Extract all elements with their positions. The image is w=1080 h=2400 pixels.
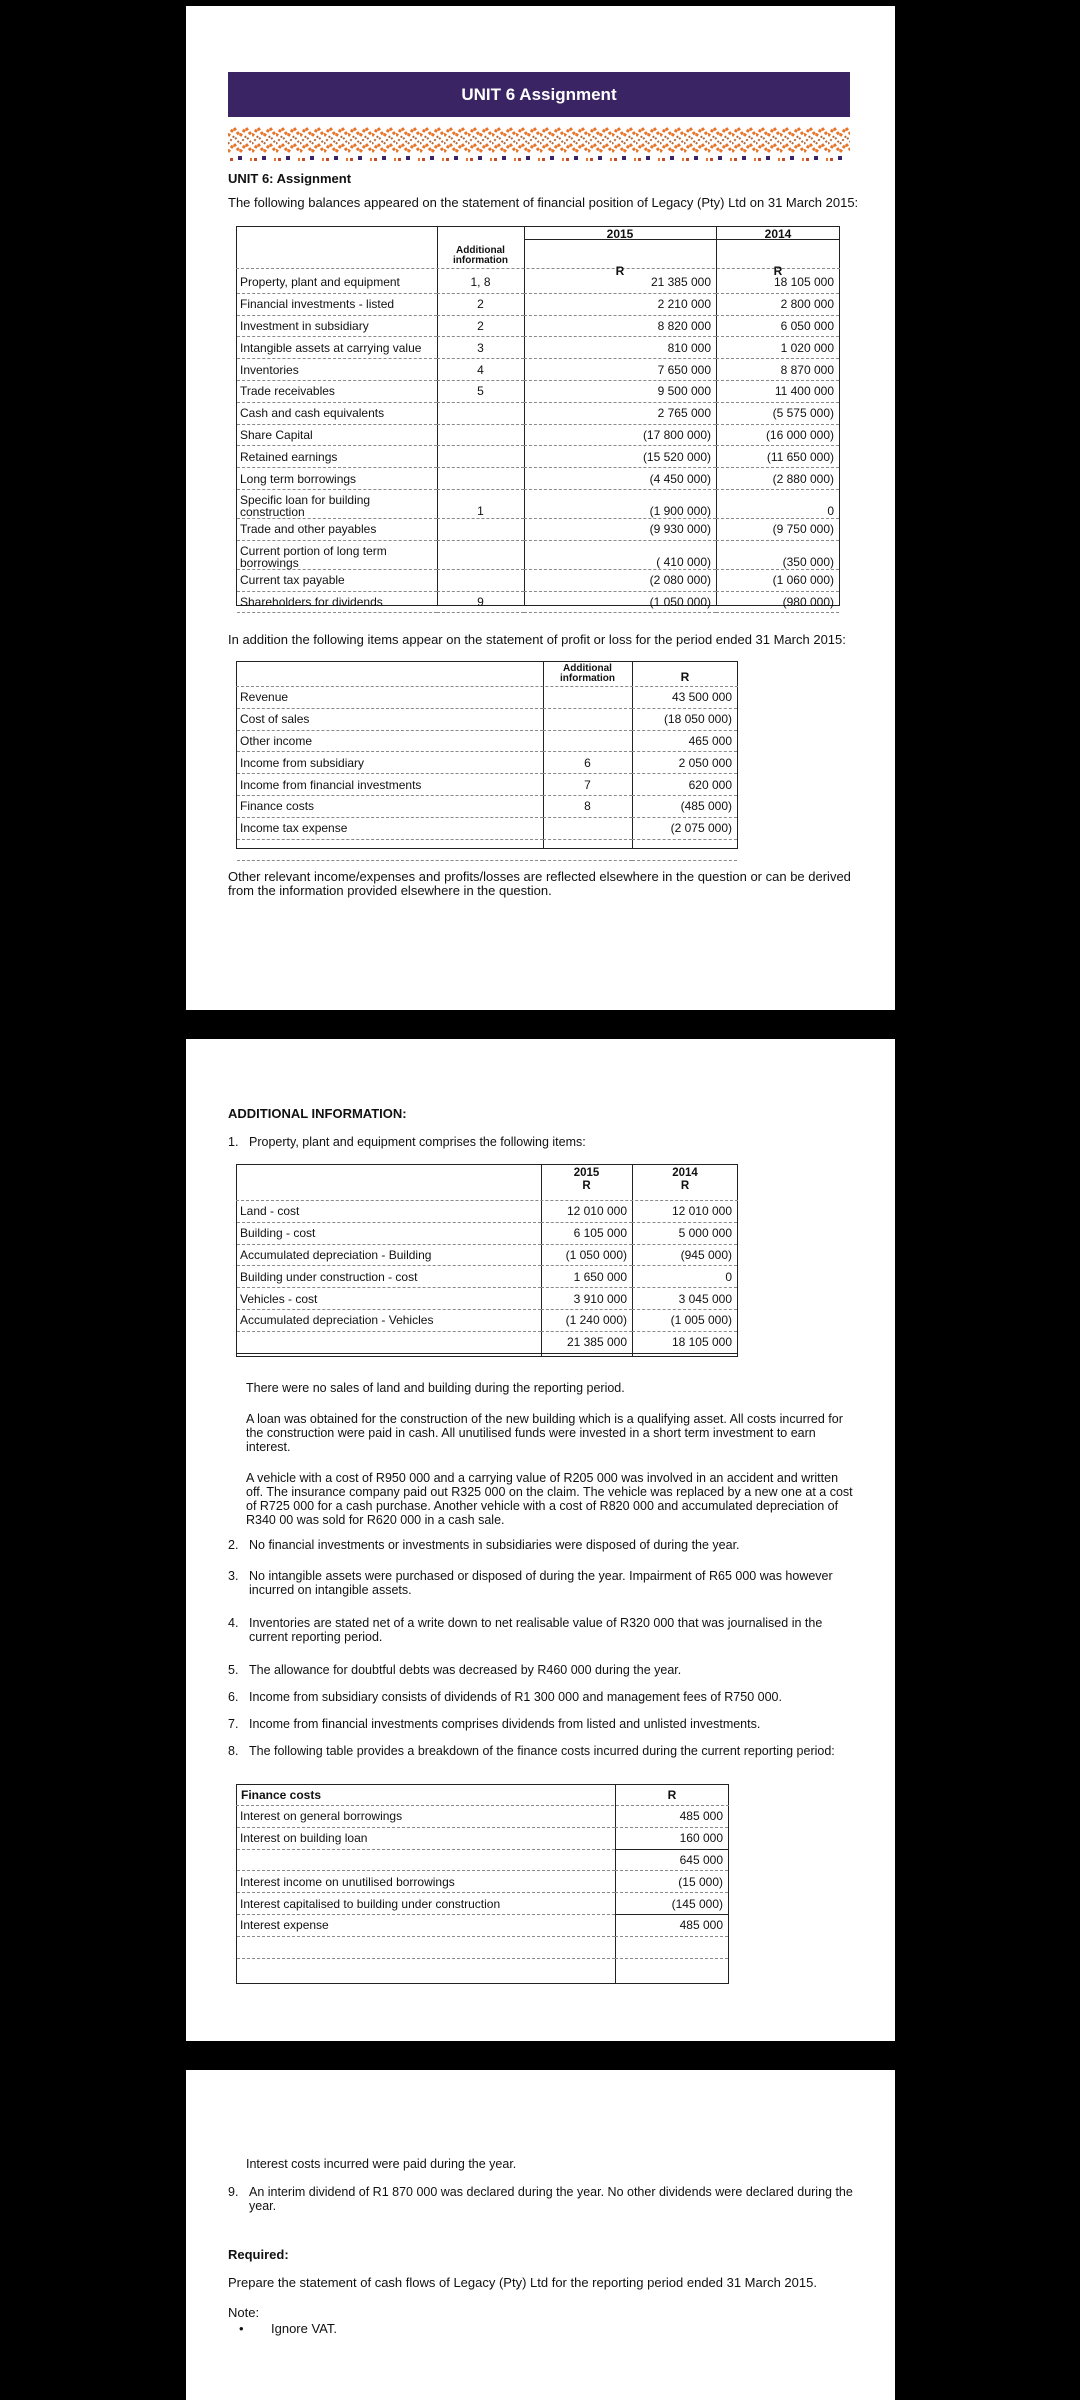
table-row [237,1849,728,1871]
table-row-blank [237,1936,728,1958]
row-label: Specific loan for building construction [237,489,437,518]
table-row [237,380,839,402]
table-row [237,1871,728,1893]
value-2014: (16 000 000) [716,424,839,446]
table-row [237,293,839,315]
row-label: Investment in subsidiary [237,315,437,337]
value-2014: (350 000) [716,540,839,569]
table-row [237,1309,737,1331]
row-info [437,402,524,424]
row-label: Cash and cash equivalents [237,402,437,424]
paragraph: A vehicle with a cost of R950 000 and a carrying value of R205 000 was involved in an accident and written off. The insurance company paid out R325 000 on the claim. The vehicle was replaced by a new one at a cost of R725 000 for a cash purchase. Another vehicle with a cost of R820 000 and accumulated depreciation of R340 00 was sold for R620 000 in a cash sale. [246,1471,853,1527]
finance-currency: R [667,1788,677,1802]
total-2015: 21 385 000 [541,1331,632,1353]
row-label [237,1849,615,1871]
row-label: Retained earnings [237,446,437,468]
row-label: Long term borrowings [237,468,437,490]
row-label: Interest expense [237,1914,615,1936]
row-label: Income from subsidiary [237,752,543,774]
finance-costs-title: Finance costs [241,1788,322,1802]
value-2015: (1 050 000) [541,1244,632,1266]
value-2014: (11 650 000) [716,446,839,468]
table-row [237,1244,737,1266]
list-item: 3. No intangible assets were purchased or disposed of during the year. Impairment of R65 000 was however incurred on intangible assets. [228,1569,833,1597]
paragraph: Interest costs incurred were paid during the year. [246,2157,517,2171]
row-info [437,569,524,591]
row-value: 485 000 [615,1914,728,1936]
row-info [437,518,524,540]
value-2015: 7 650 000 [524,359,716,381]
currency-2015: R [615,264,625,278]
currency-2014: R [773,264,783,278]
value-2015: 12 010 000 [541,1201,632,1222]
value-2014: 18 105 000 [716,272,839,293]
table-row [237,1222,737,1244]
row-value: 160 000 [615,1827,728,1849]
currency-heading: R [680,670,690,684]
value-2015: (1 240 000) [541,1309,632,1331]
value-2015: 8 820 000 [524,315,716,337]
row-info [543,730,632,752]
value-2015: 810 000 [524,337,716,359]
value-2015: (1 050 000) [524,591,716,613]
table-row [237,752,737,774]
table-row-blank [237,839,737,861]
row-label: Financial investments - listed [237,293,437,315]
required-heading: Required: [228,2247,289,2262]
value-2014: 8 870 000 [716,359,839,381]
row-value: 2 050 000 [632,752,737,774]
table-row [237,424,839,446]
document-page-3 [186,2070,895,2400]
row-value: 465 000 [632,730,737,752]
list-item: 1. Property, plant and equipment comprises the following items: [228,1135,586,1149]
ppe-col-2015: 2015 R [573,1167,600,1192]
row-value: (145 000) [615,1893,728,1915]
value-2015: (17 800 000) [524,424,716,446]
table-row [237,468,839,490]
col-2014-heading: 2014 [764,227,792,241]
row-info [437,424,524,446]
table-row [237,708,737,730]
row-label: Trade receivables [237,380,437,402]
list-item: 5. The allowance for doubtful debts was decreased by R460 000 during the year. [228,1663,682,1677]
table-row [237,817,737,839]
row-value: 485 000 [615,1806,728,1827]
table-row [237,730,737,752]
value-2014: 6 050 000 [716,315,839,337]
value-2014: 0 [632,1266,737,1288]
intro-text: The following balances appeared on the statement of financial position of Legacy (Pty) Ltd on 31 March 2015: [228,195,859,210]
row-info [543,687,632,708]
row-info [437,446,524,468]
row-label: Building under construction - cost [237,1266,541,1288]
row-info: 5 [437,380,524,402]
row-value: 620 000 [632,774,737,796]
document-page-2 [186,1039,895,2041]
table-row [237,774,737,796]
row-label: Income from financial investments [237,774,543,796]
row-info: 1, 8 [437,272,524,293]
value-2014: (1 005 000) [632,1309,737,1331]
row-label: Current tax payable [237,569,437,591]
row-label: Share Capital [237,424,437,446]
value-2014: (9 750 000) [716,518,839,540]
required-text: Prepare the statement of cash flows of Legacy (Pty) Ltd for the reporting period ended 31 March 2015. [228,2275,817,2290]
additional-info-heading: Additional information [453,245,508,266]
table-row [237,272,839,293]
row-label: Shareholders for dividends [237,591,437,613]
row-label: Interest on building loan [237,1827,615,1849]
value-2015: 9 500 000 [524,380,716,402]
row-label: Accumulated depreciation - Vehicles [237,1309,541,1331]
table-row [237,569,839,591]
row-label: Income tax expense [237,817,543,839]
intro2-text: In addition the following items appear on the statement of profit or loss for the period ended 31 March 2015: [228,632,846,647]
row-label: Building - cost [237,1222,541,1244]
value-2014: (5 575 000) [716,402,839,424]
paragraph: A loan was obtained for the construction of the new building which is a qualifying asset. All costs incurred for the construction were paid in cash. All unutilised funds were invested in a short term investment to earn interest. [246,1412,843,1454]
value-2015: 3 910 000 [541,1288,632,1310]
table-row [237,1893,728,1915]
table-row [237,518,839,540]
row-info: 1 [437,489,524,518]
bullet-text: Ignore VAT. [271,2321,337,2336]
table-row [237,489,839,518]
note-label: Note: [228,2305,260,2320]
table-row [237,1806,728,1827]
row-info [437,468,524,490]
table-row [237,540,839,569]
row-label: Finance costs [237,795,543,817]
document-page-1 [186,6,895,1010]
row-label: Trade and other payables [237,518,437,540]
value-2015: 2 210 000 [524,293,716,315]
row-info [437,540,524,569]
table-row [237,446,839,468]
value-2014: 2 800 000 [716,293,839,315]
row-info: 2 [437,315,524,337]
row-label: Interest income on unutilised borrowings [237,1871,615,1893]
row-label: Other income [237,730,543,752]
row-label: Interest capitalised to building under construction [237,1893,615,1915]
decorative-pattern [228,124,850,164]
table-row [237,1201,737,1222]
table-row [237,402,839,424]
value-2014: 0 [716,489,839,518]
row-info: 3 [437,337,524,359]
row-value: (2 075 000) [632,817,737,839]
finance-costs-table [237,1806,728,1959]
row-info [543,817,632,839]
row-info [543,708,632,730]
row-info: 8 [543,795,632,817]
row-label: Cost of sales [237,708,543,730]
assignment-heading: UNIT 6: Assignment [228,171,352,186]
row-info: 6 [543,752,632,774]
table-row [237,795,737,817]
table-row [237,1914,728,1936]
value-2014: (980 000) [716,591,839,613]
list-item: 7. Income from financial investments comprises dividends from listed and unlisted investments. [228,1717,761,1731]
value-2015: (1 900 000) [524,489,716,518]
row-info: 2 [437,293,524,315]
row-info: 9 [437,591,524,613]
row-info: 4 [437,359,524,381]
table-row [237,315,839,337]
ppe-table [237,1201,737,1354]
row-value: 645 000 [615,1849,728,1871]
list-item: 6. Income from subsidiary consists of dividends of R1 300 000 and management fees of R750 000. [228,1690,782,1704]
additional-info-heading: Additional information [560,663,615,684]
row-label: Inventories [237,359,437,381]
value-2014: 11 400 000 [716,380,839,402]
balances-table [237,272,839,613]
value-2015: ( 410 000) [524,540,716,569]
value-2015: 2 765 000 [524,402,716,424]
table-row [237,591,839,613]
value-2015: (2 080 000) [524,569,716,591]
value-2014: 5 000 000 [632,1222,737,1244]
row-value: (15 000) [615,1871,728,1893]
value-2015: 21 385 000 [524,272,716,293]
table-row [237,1827,728,1849]
value-2015: (15 520 000) [524,446,716,468]
value-2014: (1 060 000) [716,569,839,591]
value-2014: 1 020 000 [716,337,839,359]
row-info: 7 [543,774,632,796]
profit-loss-table [237,687,737,861]
row-label: Vehicles - cost [237,1288,541,1310]
row-label: Interest on general borrowings [237,1806,615,1827]
list-item: 2. No financial investments or investments in subsidiaries were disposed of during the year. [228,1538,740,1552]
total-2014: 18 105 000 [632,1331,737,1353]
row-label: Current portion of long term borrowings [237,540,437,569]
row-label: Intangible assets at carrying value [237,337,437,359]
row-label: Property, plant and equipment [237,272,437,293]
bullet-icon: • [239,2321,244,2336]
value-2015: (9 930 000) [524,518,716,540]
row-value: (485 000) [632,795,737,817]
list-item: 9. An interim dividend of R1 870 000 was declared during the year. No other dividends were declared during the year. [228,2185,853,2213]
additional-info-title: ADDITIONAL INFORMATION: [228,1106,407,1121]
row-label: Accumulated depreciation - Building [237,1244,541,1266]
row-label: Revenue [237,687,543,708]
table-row [237,337,839,359]
value-2015: (4 450 000) [524,468,716,490]
value-2015: 6 105 000 [541,1222,632,1244]
value-2014: (945 000) [632,1244,737,1266]
value-2014: 3 045 000 [632,1288,737,1310]
col-2015-heading: 2015 [606,227,634,241]
table-row [237,687,737,708]
unit-banner: UNIT 6 Assignment [228,72,850,117]
row-value: 43 500 000 [632,687,737,708]
table-row [237,359,839,381]
paragraph: There were no sales of land and building during the reporting period. [246,1381,625,1395]
table-row [237,1266,737,1288]
value-2014: 12 010 000 [632,1201,737,1222]
value-2015: 1 650 000 [541,1266,632,1288]
note-text: Other relevant income/expenses and profits/losses are reflected elsewhere in the question or can be derived from the information provided elsewhere in the question. [228,869,851,898]
row-value: (18 050 000) [632,708,737,730]
list-item: 4. Inventories are stated net of a write down to net realisable value of R320 000 that was journalised in the current reporting period. [228,1616,823,1644]
row-label: Land - cost [237,1201,541,1222]
value-2014: (2 880 000) [716,468,839,490]
ppe-col-2014: 2014 R [672,1167,698,1192]
table-row-total [237,1331,737,1353]
table-row [237,1288,737,1310]
list-item: 8. The following table provides a breakdown of the finance costs incurred during the current reporting period: [228,1744,835,1758]
